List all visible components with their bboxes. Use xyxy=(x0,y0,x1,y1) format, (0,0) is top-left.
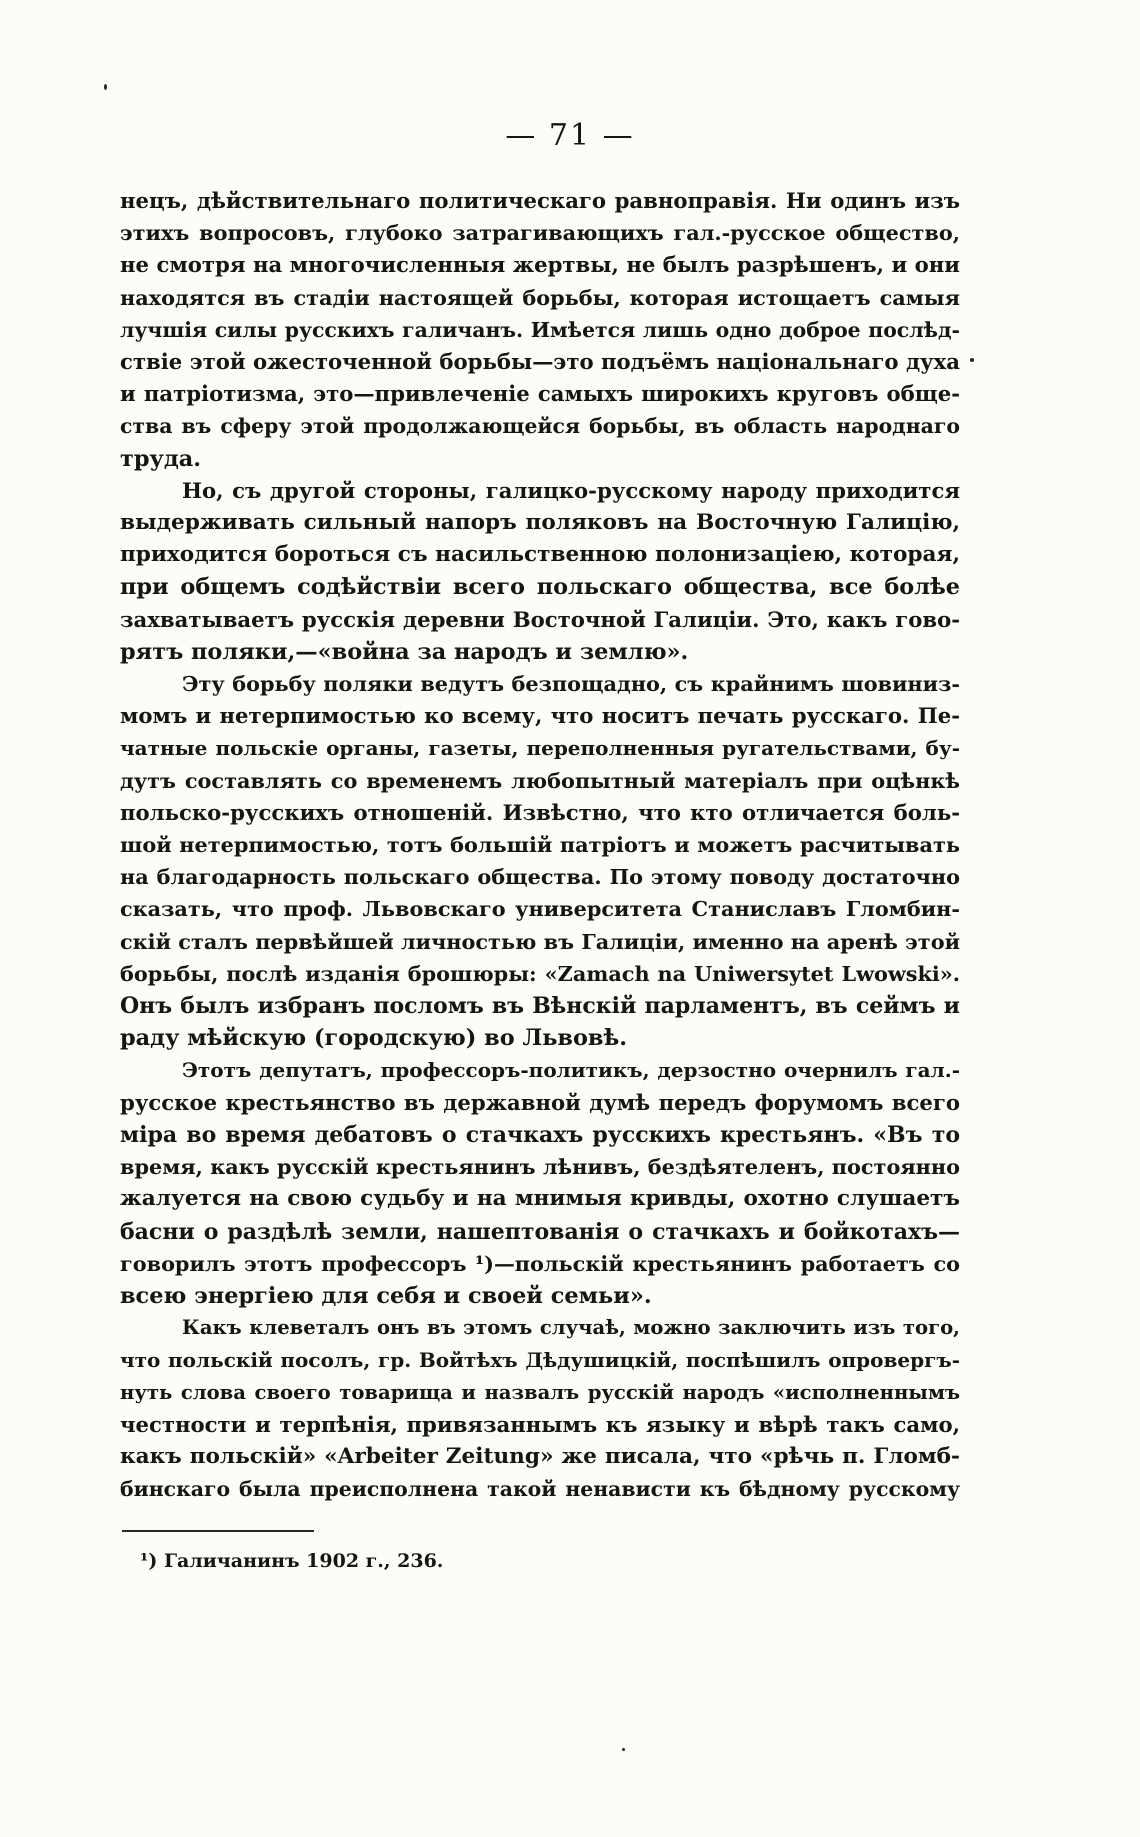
text-line: бинскаго была преисполнена такой ненависти къ бѣдному русскому xyxy=(120,1477,960,1502)
footnote-marker: ¹) xyxy=(140,1550,158,1572)
paragraph-2 xyxy=(120,475,960,668)
text-line: рятъ поляки,—«война за народъ и землю». xyxy=(120,638,689,665)
text-line: міра во время дебатовъ о стачкахъ русскихъ крестьянъ. «Въ то xyxy=(120,1121,960,1148)
text-line: честности и терпѣнія, привязаннымъ къ языку и вѣрѣ такъ само, xyxy=(120,1411,960,1437)
text-line: нуть слова своего товарища и назвалъ русскій народъ «исполненнымъ xyxy=(120,1380,960,1404)
text-line: русское крестьянство въ державной думѣ передъ форумомъ всего xyxy=(120,1089,960,1115)
text-line: скій сталъ первѣйшей личностью въ Галиціи, именно на аренѣ этой xyxy=(120,928,960,954)
text-line: Эту борьбу поляки ведутъ безпощадно, съ крайнимъ шовиниз- xyxy=(182,671,960,697)
footnote-divider xyxy=(122,1530,314,1532)
text-line: Онъ былъ избранъ посломъ въ Вѣнскій парламентъ, въ сеймъ и xyxy=(120,993,960,1020)
text-line: что польскій посолъ, гр. Войтѣхъ Дѣдушицкій, поспѣшилъ опровергъ- xyxy=(120,1348,960,1373)
page-number: — 71 — xyxy=(505,118,635,153)
text-line: борьбы, послѣ изданія брошюры: «Zamach na Uniwersytet Lwowski». xyxy=(120,960,960,986)
text-line: чатные польскіе органы, газеты, переполненныя ругательствами, бу- xyxy=(120,736,960,761)
body-text xyxy=(120,185,960,1505)
text-line: Какъ клеветалъ онъ въ этомъ случаѣ, можно заключить изъ того, xyxy=(182,1316,960,1340)
footnote-text: Галичанинъ 1902 г., 236. xyxy=(163,1550,444,1572)
paragraph-1 xyxy=(120,185,960,475)
text-line: дутъ составлять со временемъ любопытный матеріалъ при оцѣнкѣ xyxy=(120,767,960,793)
footnote xyxy=(140,1548,443,1574)
text-line: сказать, что проф. Львовскаго университета Станиславъ Гломбин- xyxy=(120,896,960,922)
paper-speck xyxy=(104,84,107,90)
text-line: всею энергіею для себя и своей семьи». xyxy=(120,1282,652,1309)
paragraph-3 xyxy=(120,668,960,1054)
text-line: момъ и нетерпимостью ко всему, что носитъ печать русскаго. Пе- xyxy=(120,703,960,729)
paper-speck xyxy=(622,1748,625,1751)
text-line: не смотря на многочисленныя жертвы, не былъ разрѣшенъ, и они xyxy=(120,252,960,278)
text-line: приходится бороться съ насильственною полонизаціею, которая, xyxy=(120,542,960,568)
paragraph-4 xyxy=(120,1054,960,1312)
text-line: ствіе этой ожесточенной борьбы—это подъёмъ національнаго духа xyxy=(120,349,960,375)
text-line: этихъ вопросовъ, глубоко затрагивающихъ гал.-русское общество, xyxy=(120,220,960,246)
text-line: лучшія силы русскихъ галичанъ. Имѣется лишь одно доброе послѣд- xyxy=(120,317,960,342)
text-line: выдерживать сильный напоръ поляковъ на Восточную Галицію, xyxy=(120,510,960,536)
text-line: время, какъ русскій крестьянинъ лѣнивъ, бездѣятеленъ, постоянно xyxy=(120,1154,960,1180)
text-line: Этотъ депутатъ, профессоръ-политикъ, дерзостно очернилъ гал.- xyxy=(182,1058,960,1083)
text-line: басни о раздѣлѣ земли, нашептованія о стачкахъ и бойкотахъ— xyxy=(120,1218,960,1245)
text-line: Но, съ другой стороны, галицко-русскому народу приходится xyxy=(182,477,960,503)
text-line: и патріотизма, это—привлеченіе самыхъ широкихъ круговъ обще- xyxy=(120,381,960,407)
text-line: на благодарность польскаго общества. По этому поводу достаточно xyxy=(120,864,960,890)
paper-speck xyxy=(970,358,974,362)
text-line: раду мѣйскую (городскую) во Львовѣ. xyxy=(120,1025,628,1052)
text-line: при общемъ содѣйствіи всего польскаго общества, все болѣе xyxy=(120,574,960,601)
text-line: труда. xyxy=(120,445,202,472)
text-line: шой нетерпимостью, тотъ большій патріотъ и можетъ расчитывать xyxy=(120,832,960,858)
text-line: говорилъ этотъ профессоръ ¹)—польскій крестьянинъ работаетъ со xyxy=(120,1250,960,1276)
text-line: ства въ сферу этой продолжающейся борьбы, въ область народнаго xyxy=(120,414,960,439)
paragraph-5 xyxy=(120,1312,960,1505)
text-line: находятся въ стадіи настоящей борьбы, которая истощаетъ самыя xyxy=(120,284,960,310)
text-line: захватываетъ русскія деревни Восточной Галиціи. Это, какъ гово- xyxy=(120,606,960,632)
text-line: жалуется на свою судьбу и на мнимыя кривды, охотно слушаетъ xyxy=(120,1186,960,1212)
text-line: польско-русскихъ отношеній. Извѣстно, что кто отличается боль- xyxy=(120,799,960,825)
text-line: какъ польскій» «Arbeiter Zeitung» же писала, что «рѣчь п. Гломб- xyxy=(120,1443,960,1469)
text-line: нецъ, дѣйствительнаго политическаго равноправія. Ни одинъ изъ xyxy=(120,188,960,213)
